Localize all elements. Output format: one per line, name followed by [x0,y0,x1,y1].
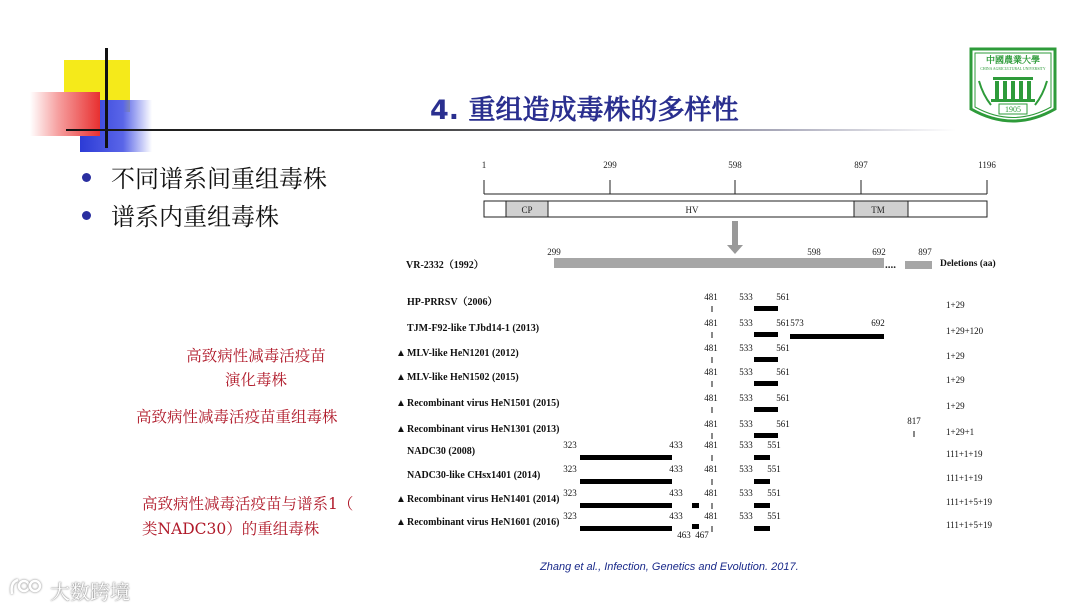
position-label: 467 [695,530,709,540]
position-label: 551 [767,511,781,521]
position-label: 561 [776,318,790,328]
position-label: 692 [871,318,885,328]
row-marker-triangle-icon: ▲ [396,424,406,435]
deletion-bar [790,334,884,339]
position-label: 551 [767,488,781,498]
group-label-line: 演化毒株 [224,371,287,389]
domain-label: CP [521,205,533,215]
position-label: 817 [907,416,921,426]
position-label: 481 [704,511,718,521]
strain-name: MLV-like HeN1502 (2015) [407,372,519,383]
position-label: 533 [739,488,753,498]
group-label-line: 类NADC30）的重组毒株 [142,520,320,538]
group-label-recombinant: 高致病性减毒活疫苗重组毒株 [136,408,338,426]
position-label: 533 [739,419,753,429]
strain-name: Recombinant virus HeN1401 (2014) [407,494,560,505]
position-label: 561 [776,419,790,429]
position-label: 533 [739,318,753,328]
strain-name: HP-PRRSV（2006） [407,297,498,308]
position-label: 533 [739,367,753,377]
slide-title: 4. 重组造成毒株的多样性 [430,95,739,126]
deletion-bar [754,526,770,531]
watermark-text: 大数跨境 [50,580,130,604]
group-label-line: 高致病性减毒活疫苗与谱系1（ [142,495,354,513]
deletion-count: 111+1+19 [946,473,983,483]
deletion-count: 1+29 [946,401,965,411]
position-label: 481 [704,292,718,302]
position-label: 533 [739,292,753,302]
watermark-logo-icon [8,574,52,598]
reference-tail-bar [905,261,932,269]
deletion-bar [754,479,770,484]
group-label-line: 高致病性减毒活疫苗 [186,347,326,365]
row-marker-triangle-icon: ▲ [396,398,406,409]
position-label: 533 [739,393,753,403]
position-label: 561 [776,393,790,403]
deletion-bar [580,503,672,508]
ruler-tick-label: 1 [481,160,487,170]
position-label: 897 [918,247,932,257]
row-marker-triangle-icon: ▲ [396,348,406,359]
position-label: 481 [704,419,718,429]
deletion-count: 1+29+120 [946,326,984,336]
position-label: 551 [767,440,781,450]
position-label: 573 [790,318,804,328]
strain-name: MLV-like HeN1201 (2012) [407,348,519,359]
bullet-text: 不同谱系间重组毒株 [111,165,327,193]
ellipsis: .... [885,259,896,271]
position-label: 598 [807,247,821,257]
position-label: 481 [704,464,718,474]
position-label: 533 [739,440,753,450]
deletion-bar [754,503,770,508]
position-label: 561 [776,367,790,377]
row-marker-triangle-icon: ▲ [396,494,406,505]
position-label: 481 [704,393,718,403]
position-label: 433 [669,464,683,474]
position-label: 433 [669,488,683,498]
position-label: 299 [547,247,561,257]
deletion-bar [754,433,778,438]
deletion-bar [754,381,778,386]
deletion-count: 111+1+5+19 [946,520,993,530]
position-label: 323 [563,464,577,474]
deletion-bar [754,306,778,311]
position-label: 481 [704,488,718,498]
strain-name: Recombinant virus HeN1301 (2013) [407,424,560,435]
down-arrow-icon [732,221,738,247]
deletion-count: 1+29 [946,300,965,310]
protein-bar [484,201,987,217]
row-marker-triangle-icon: ▲ [396,517,406,528]
position-label: 533 [739,343,753,353]
position-label: 692 [872,247,886,257]
citation: Zhang et al., Infection, Genetics and Evolution. 2017. [540,561,799,573]
logo-text-en: CHINA AGRICULTURAL UNIVERSITY [980,67,1046,71]
position-label: 481 [704,318,718,328]
domain-label: HV [685,205,699,215]
reference-strain-label: VR-2332（1992） [406,260,484,271]
deletion-bar [580,479,672,484]
position-label: 481 [704,440,718,450]
strain-name: NADC30-like CHsx1401 (2014) [407,470,541,481]
position-label: 533 [739,464,753,474]
deletion-bar [754,455,770,460]
position-label: 323 [563,440,577,450]
position-label: 323 [563,488,577,498]
position-label: 533 [739,511,753,521]
deletion-bar [754,357,778,362]
position-label: 433 [669,511,683,521]
logo-year: 1905 [1005,105,1021,114]
row-marker-triangle-icon: ▲ [396,372,406,383]
deletion-bar [580,526,672,531]
position-label: 481 [704,367,718,377]
deletion-bar [692,524,699,529]
position-label: 433 [669,440,683,450]
strain-name: Recombinant virus HeN1601 (2016) [407,517,560,528]
position-label: 463 [677,530,691,540]
deletion-bar [754,332,778,337]
ruler-tick-label: 897 [854,160,868,170]
logo-text-cn: 中國農業大學 [985,55,1041,65]
position-label: 481 [704,343,718,353]
reference-bar [554,258,884,268]
deletion-count: 1+29+1 [946,427,975,437]
deletions-header: Deletions (aa) [940,259,996,269]
position-label: 561 [776,343,790,353]
deletion-count: 1+29 [946,351,965,361]
position-label: 551 [767,464,781,474]
ruler-tick-label: 299 [603,160,617,170]
domain-label: TM [871,205,885,215]
deletion-bar [692,503,699,508]
strain-name: TJM-F92-like TJbd14-1 (2013) [407,323,540,334]
position-label: 561 [776,292,790,302]
deletion-count: 1+29 [946,375,965,385]
bullet-text: 谱系内重组毒株 [111,203,279,231]
strain-name: Recombinant virus HeN1501 (2015) [407,398,560,409]
deletion-bar [580,455,672,460]
ruler-tick-label: 598 [728,160,742,170]
deletion-count: 111+1+19 [946,449,983,459]
ruler-tick-label: 1196 [978,160,996,170]
deletion-bar [754,407,778,412]
strain-name: NADC30 (2008) [407,446,476,457]
down-arrow-head-icon [727,245,743,254]
position-label: 323 [563,511,577,521]
deletion-count: 111+1+5+19 [946,497,993,507]
